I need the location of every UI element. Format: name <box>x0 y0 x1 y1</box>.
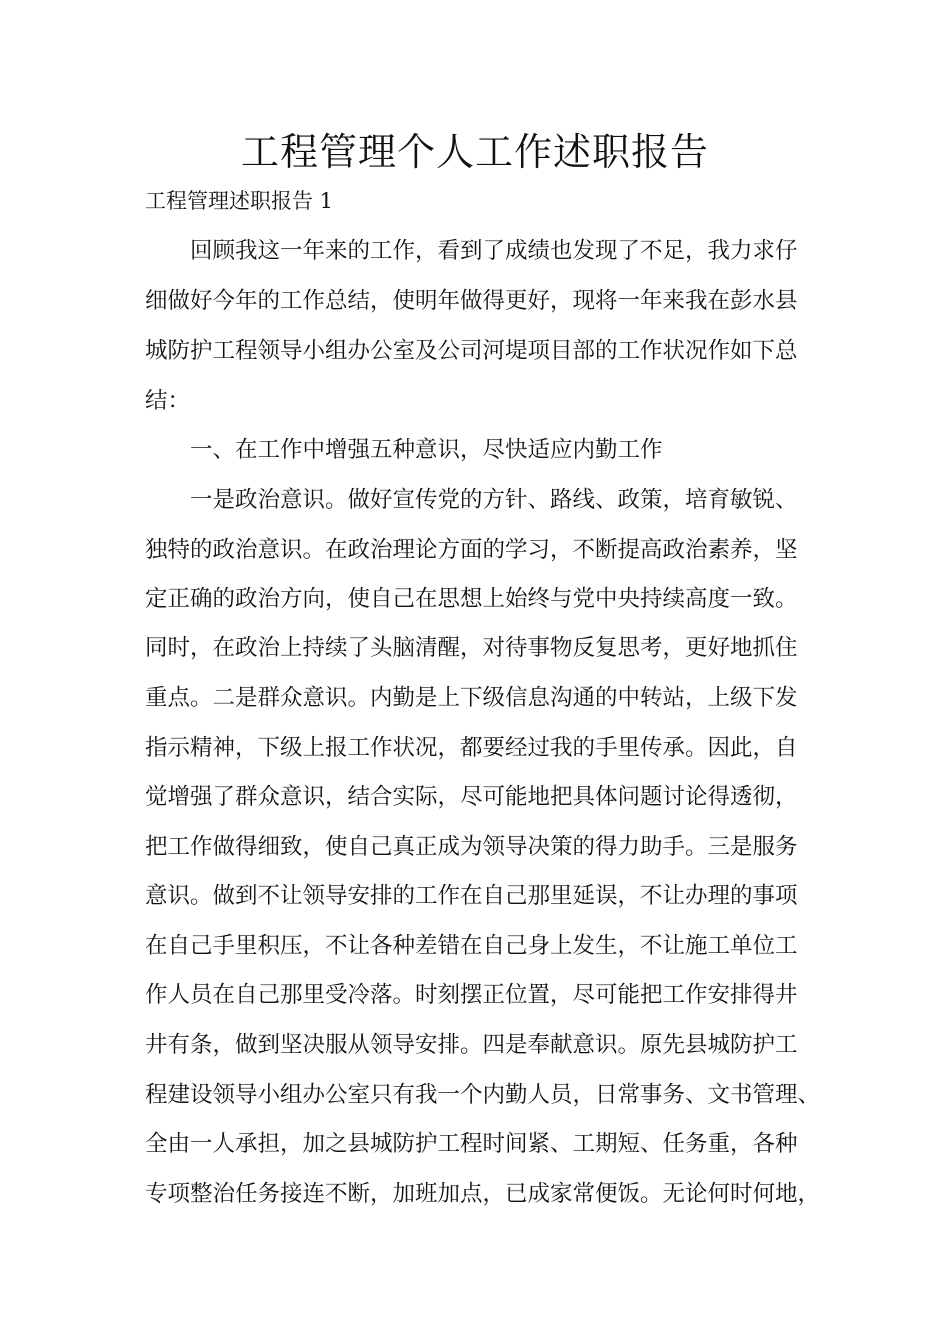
paragraph-line: 独特的政治意识。在政治理论方面的学习，不断提高政治素养，坚 <box>145 537 798 563</box>
paragraph-line: 意识。做到不让领导安排的工作在自己那里延误，不让办理的事项 <box>145 883 798 909</box>
paragraph-line: 觉增强了群众意识，结合实际，尽可能地把具体问题讨论得透彻， <box>145 784 798 810</box>
paragraph-line: 结： <box>145 388 191 414</box>
paragraph-line: 细做好今年的工作总结，使明年做得更好，现将一年来我在彭水县 <box>145 288 798 314</box>
paragraph-line: 程建设领导小组办公室只有我一个内勤人员，日常事务、文书管理、 <box>145 1082 821 1108</box>
paragraph-line: 城防护工程领导小组办公室及公司河堤项目部的工作状况作如下总 <box>145 338 798 364</box>
paragraph-line: 在自己手里积压，不让各种差错在自己身上发生，不让施工单位工 <box>145 933 798 959</box>
paragraph-line: 同时，在政治上持续了头脑清醒，对待事物反复思考，更好地抓住 <box>145 635 798 661</box>
paragraph-line: 专项整治任务接连不断，加班加点，已成家常便饭。无论何时何地， <box>145 1181 821 1207</box>
section-heading: 一、在工作中增强五种意识，尽快适应内勤工作 <box>190 437 663 463</box>
paragraph-line: 回顾我这一年来的工作，看到了成绩也发现了不足，我力求仔 <box>190 238 798 264</box>
paragraph-line: 一是政治意识。做好宣传党的方针、路线、政策，培育敏锐、 <box>190 487 798 513</box>
paragraph-line: 全由一人承担，加之县城防护工程时间紧、工期短、任务重，各种 <box>145 1131 798 1157</box>
paragraph-line: 指示精神，下级上报工作状况，都要经过我的手里传承。因此，自 <box>145 735 798 761</box>
document-title: 工程管理个人工作述职报告 <box>240 130 709 174</box>
paragraph-line: 定正确的政治方向，使自己在思想上始终与党中央持续高度一致。 <box>145 586 798 612</box>
paragraph-line: 作人员在自己那里受冷落。时刻摆正位置，尽可能把工作安排得井 <box>145 982 798 1008</box>
paragraph-line: 井有条，做到坚决服从领导安排。四是奉献意识。原先县城防护工 <box>145 1032 798 1058</box>
paragraph-line: 重点。二是群众意识。内勤是上下级信息沟通的中转站，上级下发 <box>145 685 798 711</box>
document-subtitle: 工程管理述职报告 1 <box>145 189 334 213</box>
paragraph-line: 把工作做得细致，使自己真正成为领导决策的得力助手。三是服务 <box>145 834 798 860</box>
